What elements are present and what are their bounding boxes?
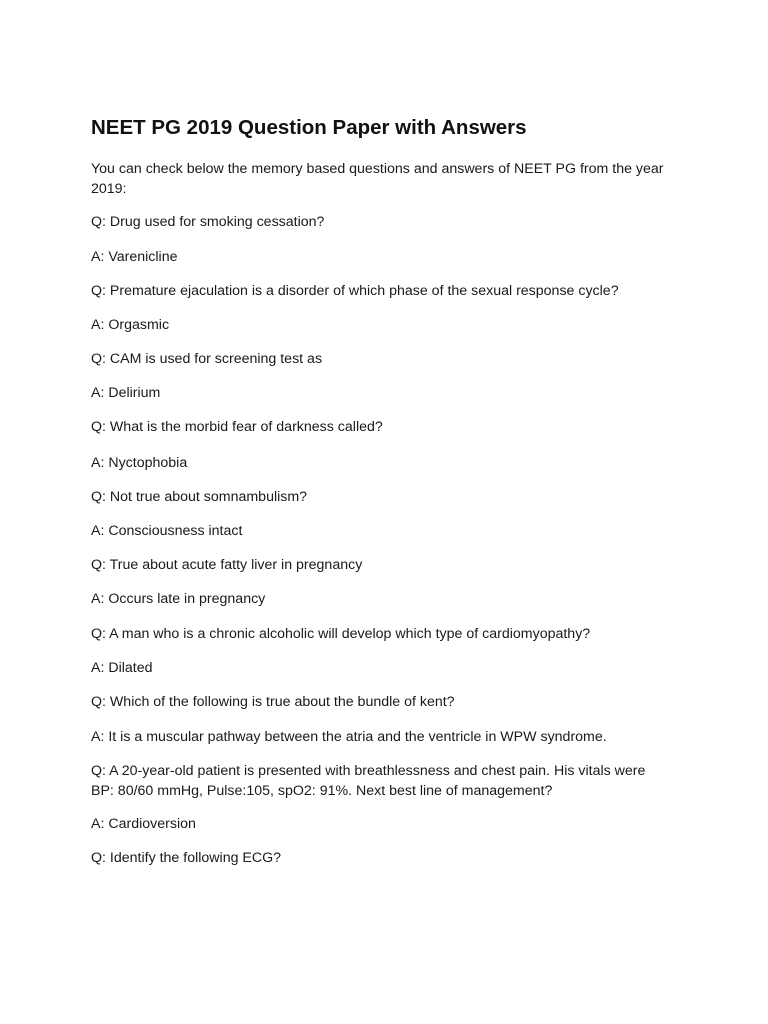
question-2: Q: Premature ejaculation is a disorder of which phase of the sexual response cycle? [91,283,619,299]
intro-paragraph: You can check below the memory based questions and answers of NEET PG from the year 2019: [91,161,664,197]
question-1: Q: Drug used for smoking cessation? [91,214,325,230]
answer-2: A: Orgasmic [91,317,170,333]
question-5: Q: Not true about somnambulism? [91,489,308,505]
question-8: Q: Which of the following is true about the bundle of kent? [91,694,455,710]
answer-9: A: Cardioversion [91,816,196,832]
question-9: Q: A 20-year-old patient is presented with breathlessness and chest pain. His vitals were BP: 80/60 mmHg, Pulse:105, spO2: 91%. Next best line of management? [91,763,646,799]
page-title: NEET PG 2019 Question Paper with Answers [91,116,527,139]
answer-5: A: Consciousness intact [91,523,243,539]
answer-1: A: Varenicline [91,249,178,265]
answer-7: A: Dilated [91,660,153,676]
answer-4: A: Nyctophobia [91,455,188,471]
question-7: Q: A man who is a chronic alcoholic will develop which type of cardiomyopathy? [91,626,591,642]
question-10: Q: Identify the following ECG? [91,850,282,866]
question-4: Q: What is the morbid fear of darkness called? [91,419,383,435]
answer-6: A: Occurs late in pregnancy [91,591,266,607]
answer-3: A: Delirium [91,385,161,401]
question-3: Q: CAM is used for screening test as [91,351,323,367]
question-6: Q: True about acute fatty liver in pregnancy [91,557,363,573]
answer-8: A: It is a muscular pathway between the atria and the ventricle in WPW syndrome. [91,729,607,745]
